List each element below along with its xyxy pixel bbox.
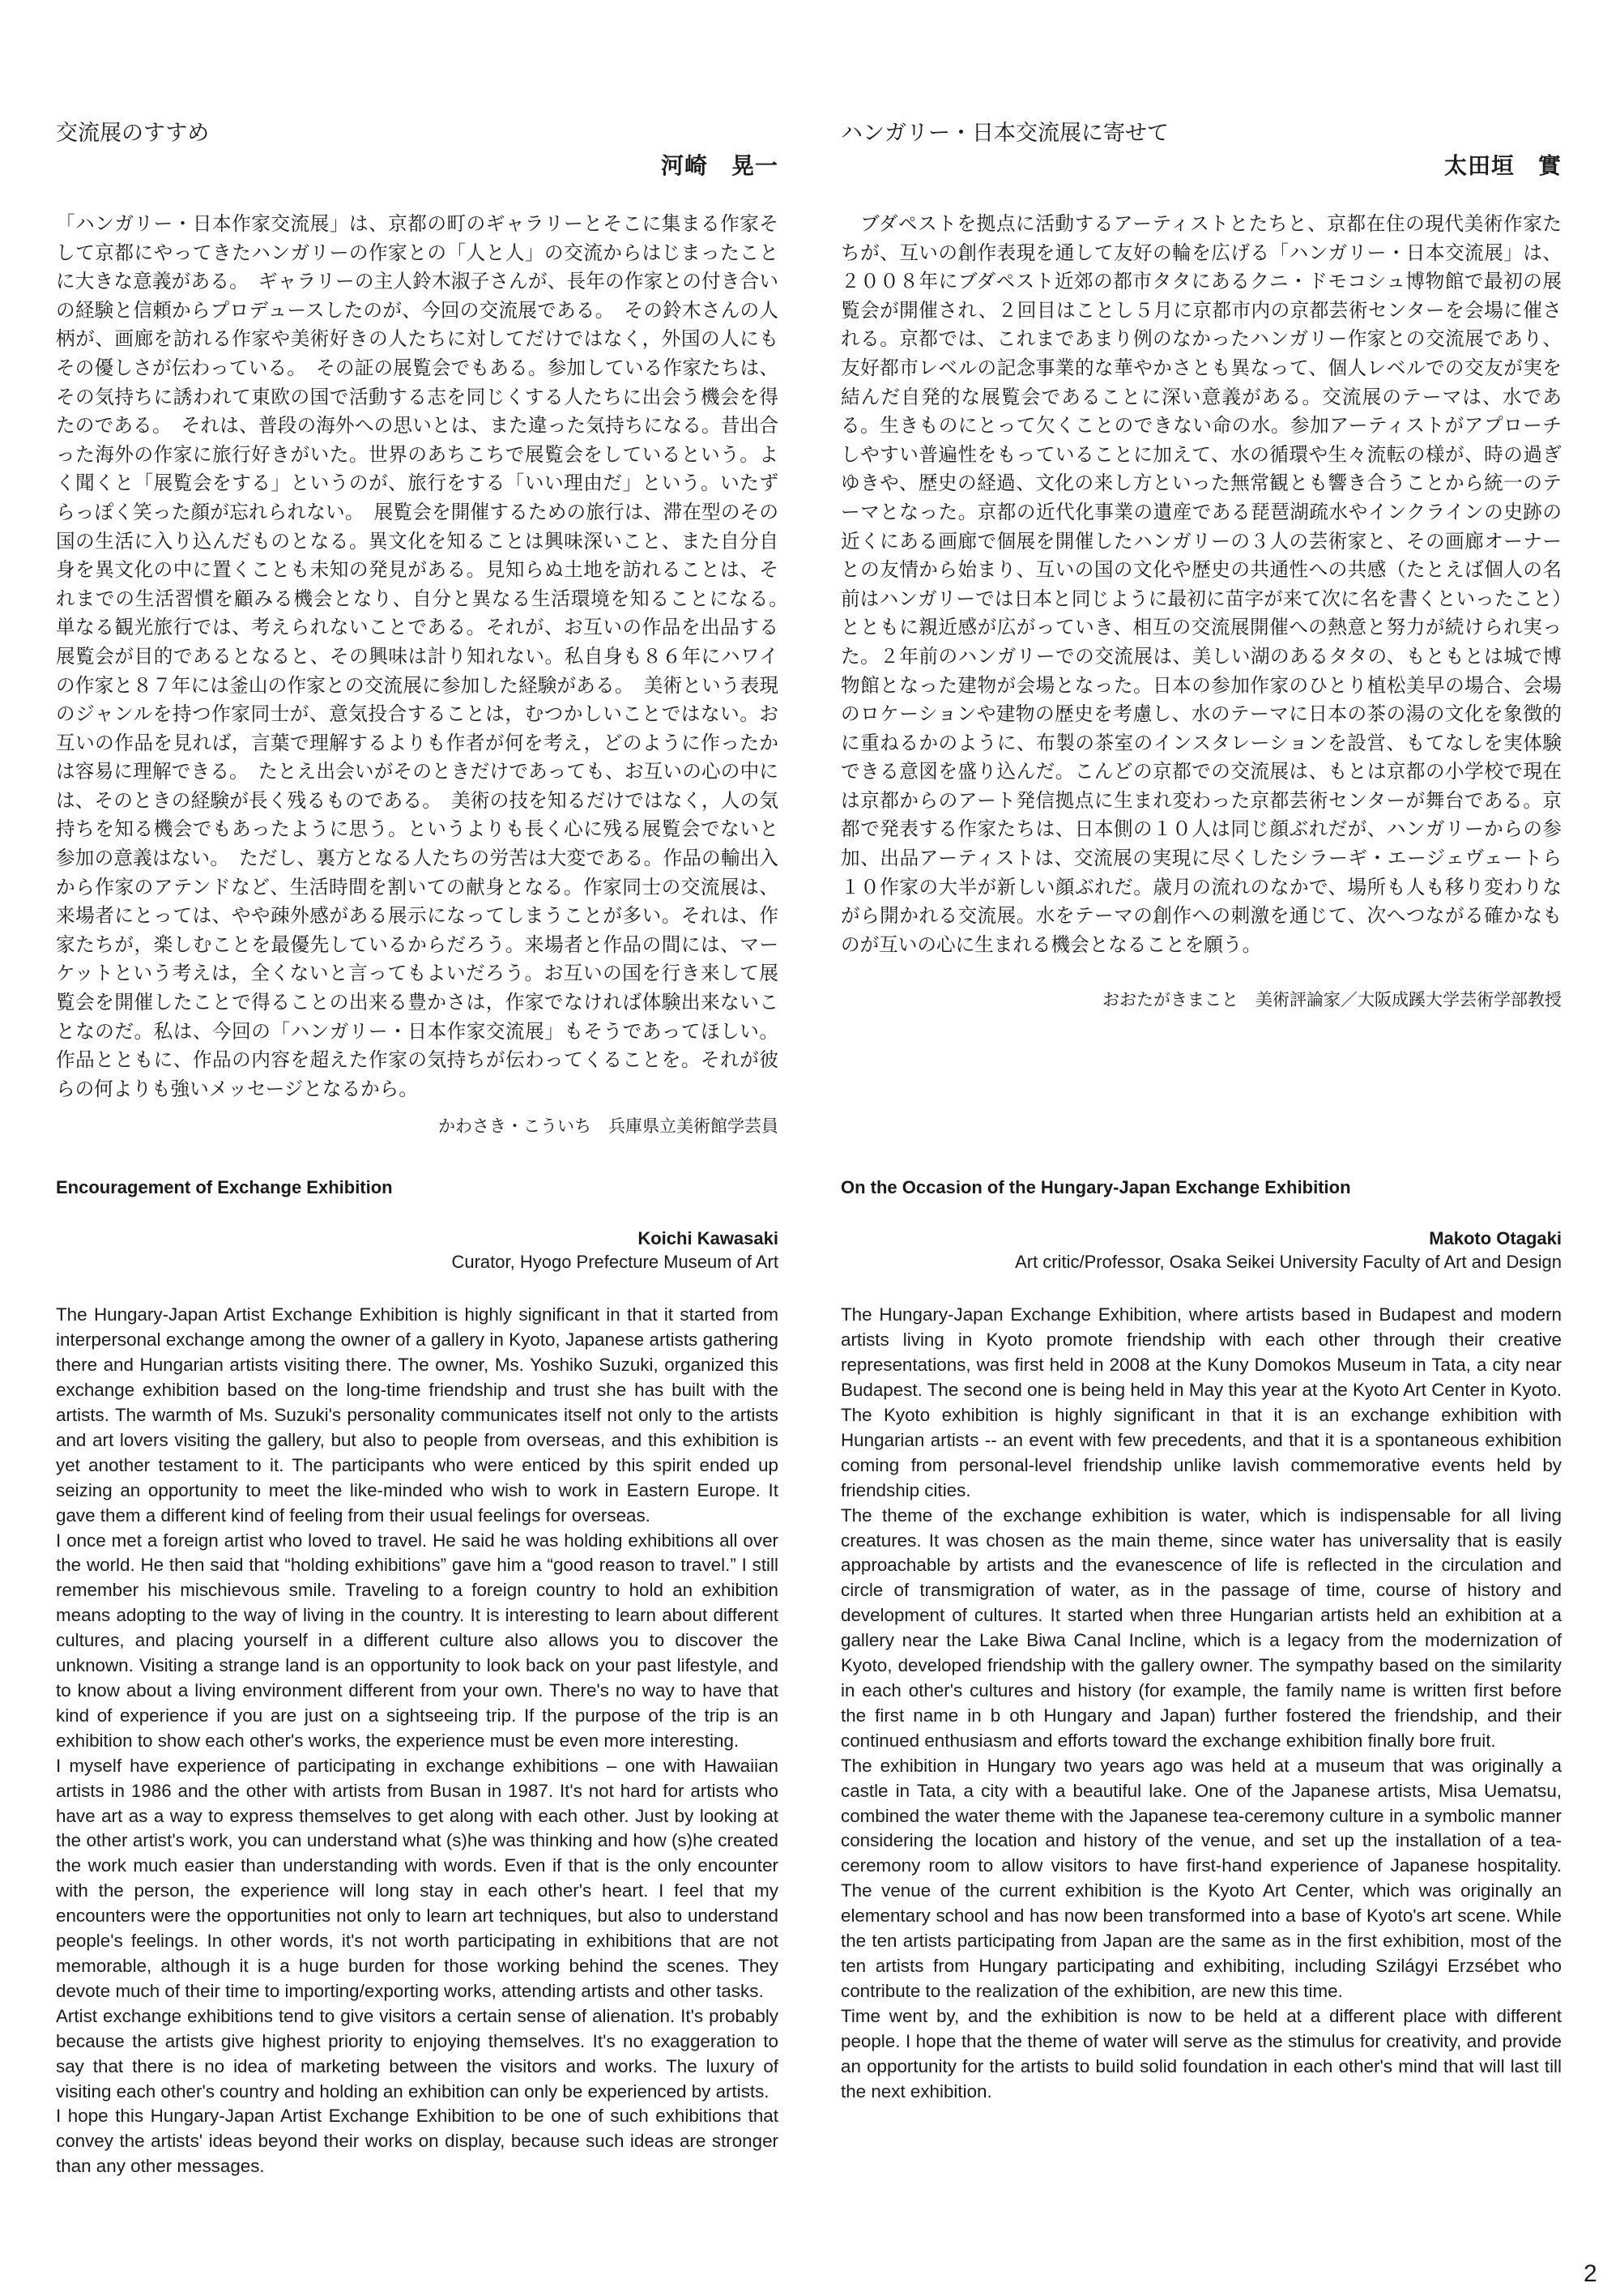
- article-body: [841, 1303, 1562, 2104]
- paragraph: The theme of the exchange exhibition is water, which is indispensable for all living creatures. It was chosen as the main theme, since water has universality that is easily approachable by artists and the evanescence of life is reflected in the circulation and circle of transmigration of water, as in the passage of time, course of history and development of cultures. It started when three Hungarian artists held an exhibition at a gallery near the Lake Biwa Canal Incline, which is a legacy from the modernization of Kyoto, developed friendship with the gallery owner. The sympathy based on the similarity in each other's cultures and history (for example, the family name is written first before the first name in b oth Hungary and Japan) further fostered the friendship, and their continued enthusiasm and efforts toward the exchange exhibition finally bore fruit.: [841, 1504, 1562, 1751]
- paragraph: I once met a foreign artist who loved to travel. He said he was holding exhibitions all over the world. He then said that “holding exhibitions” gave him a “good reason to travel.” I still remember his mischievous smile. Traveling to a foreign country to hold an exhibition means adopting to the way of living in the country. It is interesting to learn about different cultures, and placing yourself in a different culture also allows you to discover the unknown. Visiting a strange land is an opportunity to look back on your past lifestyle, and to know about a living environment different from your own. There's no way to have that kind of experience if you are just on a sightseeing trip. If the purpose of the trip is an exhibition to show each other's works, the experience must be even more interesting.: [56, 1530, 778, 1751]
- paragraph: I hope this Hungary-Japan Artist Exchange Exhibition to be one of such exhibitions that convey the artists' ideas beyond their works on display, because such ideas are stronger than any other messages.: [56, 2106, 778, 2177]
- paragraph: Time went by, and the exhibition is now to be held at a different place with different people. I hope that the theme of water will serve as the stimulus for creativity, and provide an opportunity for the artists to build solid foundation in each other's mind that will last till the next exhibition.: [841, 2005, 1562, 2102]
- article-body: 「ハンガリー・日本作家交流展」は、京都の町のギャラリーとそこに集まる作家そして京都にやってきたハンガリーの作家との「人と人」の交流からはじまったことに大きな意義がある。 ギャラリーの主人鈴木淑子さんが、長年の作家との付き合いの経験と信頼からプロデュースしたのが、今回の交流展である。 その鈴木さんの人柄が、画廊を訪れる作家や美術好きの人たちに対してだけではなく，外国の人にもその優しさが伝わっている。 その証の展覧会でもある。参加している作家たちは、その気持ちに誘われて東欧の国で活動する志を同じくする人たちに出会う機会を得たのである。 それは、普段の海外への思いとは、また違った気持ちになる。昔出合った海外の作家に旅行好きがいた。世界のあちこちで展覧会をしているという。よく聞くと「展覧会をする」というのが、旅行をする「いい理由だ」という。いたずらっぽく笑った顔が忘れられない。 展覧会を開催するための旅行は、滞在型のその国の生活に入り込んだものとなる。異文化を知ることは興味深いこと、また自分自身を異文化の中に置くことも未知の発見がある。見知らぬ土地を訪れることは、それまでの生活習慣を顧みる機会となり、自分と異なる生活環境を知ることになる。 単なる観光旅行では、考えられないことである。それが、お互いの作品を出品する展覧会が目的であるとなると、その興味は計り知れない。私自身も８６年にハワイの作家と８７年には釜山の作家との交流展に参加した経験がある。 美術という表現のジャンルを持つ作家同士が、意気投合することは，むつかしいことではない。お互いの作品を見れば，言葉で理解するよりも作者が何を考え，どのように作ったかは容易に理解できる。 たとえ出会いがそのときだけであっても、お互いの心の中には、そのときの経験が長く残るものである。 美術の技を知るだけではなく，人の気持ちを知る機会でもあったように思う。というよりも長く心に残る展覧会でないと参加の意義はない。 ただし、裏方となる人たちの労苦は大変である。作品の輸出入から作家のアテンドなど、生活時間を割いての献身となる。作家同士の交流展は、来場者にとっては、やや疎外感がある展示になってしまうことが多い。それは、作家たちが，楽しむことを最優先しているからだろう。来場者と作品の間には、マーケットという考えは，全くないと言ってもよいだろう。お互いの国を行き来して展覧会を開催したことで得ることの出来る豊かさは，作家でなければ体験出来ないことなのだ。私は、今回の「ハンガリー・日本作家交流展」もそうであってほしい。作品とともに、作品の内容を超えた作家の気持ちが伝わってくることを。それが彼らの何よりも強いメッセージとなるから。: [56, 212, 798, 1100]
- author-name: 河崎 晃一: [660, 152, 778, 179]
- author-signature: おおたがきまこと 美術評論家／大阪成蹊大学芸術学部教授: [1102, 990, 1562, 1010]
- author-name: Koichi Kawasaki: [637, 1228, 778, 1249]
- english-article-otagaki: [841, 1173, 1562, 2179]
- article-body: ブダペストを拠点に活動するアーティストとたちと、京都在住の現代美術作家たちが、互いの創作表現を通して友好の輪を広げる「ハンガリー・日本交流展」は、２００８年にブダペスト近郊の都市タタにあるクニ・ドモコシュ博物館で最初の展覧会が開催され、２回目はことし５月に京都市内の京都芸術センターを会場に催される。京都では、これまであまり例のなかったハンガリー作家との交流展であり、友好都市レベルの記念事業的な華やかさとも異なって、個人レベルでの交友が実を結んだ自発的な展覧会であることに深い意義がある。交流展のテーマは、水である。生きものにとって欠くことのできない命の水。参加アーティストがアプローチしやすい普遍性をもっていることに加えて、水の循環や生々流転の様が、時の過ぎゆきや、歴史の経過、文化の来し方といった無常観とも響き合うことから統一のテーマとなった。京都の近代化事業の遺産である琵琶湖疏水やインクラインの史跡の近くにある画廊で個展を開催したハンガリーの３人の芸術家と、その画廊オーナーとの友情から始まり、互いの国の文化や歴史の共通性への共感（たとえば個人の名前はハンガリーでは日本と同じように最初に苗字が来て次に名を書くといったこと）とともに親近感が広がっていき、相互の交流展開催への熱意と努力が続けられ実った。２年前のハンガリーでの交流展は、美しい湖のあるタタの、もともとは城で博物館となった建物が会場となった。日本の参加作家のひとり植松美早の場合、会場のロケーションや建物の歴史を考慮し、水のテーマに日本の茶の湯の文化を象徴的に重ねるかのように、布製の茶室のインスタレーションを設営、もてなしを実体験できる意図を盛り込んだ。こんどの京都での交流展は、もとは京都の小学校で現在は京都からのアート発信拠点に生まれ変わった京都芸術センターが舞台である。京都で発表する作家たちは、日本側の１０人は同じ顔ぶれだが、ハンガリーからの参加、出品アーティストは、交流展の実現に尽くしたシラーギ・エージェヴェートら１０作家の大半が新しい顔ぶれだ。歳月の流れのなかで、場所も人も移り変わりながら開かれる交流展。水をテーマの創作への刺激を通じて、次へつながる確かなものが互いの心に生まれる機会となることを願う。: [841, 212, 1562, 956]
- article-title: ハンガリー・日本交流展に寄せて: [841, 121, 1169, 146]
- paragraph: Artist exchange exhibitions tend to give visitors a certain sense of alienation. It's probably because the artists give highest priority to enjoying themselves. It's no exaggeration to say that there is no idea of marketing between the visitors and works. The luxury of visiting each other's country and holding an exhibition can only be experienced by artists.: [56, 2005, 778, 2102]
- author-name: 太田垣 實: [1443, 152, 1562, 179]
- article-title: Encouragement of Exchange Exhibition: [56, 1177, 393, 1198]
- article-title: On the Occasion of the Hungary-Japan Exchange Exhibition: [841, 1177, 1351, 1198]
- paragraph: The exhibition in Hungary two years ago was held at a museum that was originally a castle in Tata, a city with a beautiful lake. One of the Japanese artists, Misa Uematsu, combined the water theme with the Japanese tea-ceremony culture in a symbolic manner considering the location and history of the venue, and set up the installation of a tea-ceremony room to allow visitors to have first-hand experience of Japanese hospitality. The venue of the current exhibition is the Kyoto Art Center, which was originally an elementary school and has now been transformed into a base of Kyoto's art scene. While the ten artists participating from Japan are the same as in the first exhibition, most of the ten artists from Hungary participating and exhibiting, including Szilágyi Erzsébet who contribute to the realization of the exhibition, are new this time.: [841, 1755, 1562, 2001]
- author-signature: かわさき・こういち 兵庫県立美術館学芸員: [438, 1116, 778, 1137]
- page-number: 2: [1584, 2260, 1597, 2287]
- author-affiliation: Curator, Hyogo Prefecture Museum of Art: [451, 1252, 778, 1273]
- japanese-article-otagaki: [841, 117, 1562, 1173]
- article-body: [56, 1303, 778, 2179]
- japanese-article-kawasaki: [56, 117, 798, 1173]
- article-title: 交流展のすすめ: [56, 121, 210, 146]
- author-affiliation: Art critic/Professor, Osaka Seikei University Faculty of Art and Design: [1015, 1252, 1562, 1273]
- paragraph: The Hungary-Japan Exchange Exhibition, where artists based in Budapest and modern artists living in Kyoto promote friendship with each other through their creative representations, was first held in 2008 at the Kuny Domokos Museum in Tata, a city near Budapest. The second one is being held in May this year at the Kyoto Art Center in Kyoto. The Kyoto exhibition is highly significant in that it is an exchange exhibition with Hungarian artists -- an event with few precedents, and that it is a spontaneous exhibition coming from personal-level friendship unlike lavish commemorative events held by friendship cities.: [841, 1304, 1562, 1500]
- author-name: Makoto Otagaki: [1429, 1228, 1562, 1249]
- english-article-kawasaki: [56, 1173, 778, 2179]
- paragraph: I myself have experience of participating in exchange exhibitions – one with Hawaiian artists in 1986 and the other with artists from Busan in 1987. It's not hard for artists who have art as a way to express themselves to get along with each other. Just by looking at the other artist's work, you can understand what (s)he was thinking and how (s)he created the work much easier than understanding with words. Even if that is the only encounter with the person, the experience will long stay in each other's heart. I feel that my encounters were the opportunities not only to learn art techniques, but also to understand people's feelings. In other words, it's not worth participating in exhibitions that are not memorable, although it is a huge burden for those working behind the scenes. They devote much of their time to importing/exporting works, attending artists and other tasks.: [56, 1755, 778, 2001]
- paragraph: The Hungary-Japan Artist Exchange Exhibition is highly significant in that it started from interpersonal exchange among the owner of a gallery in Kyoto, Japanese artists gathering there and Hungarian artists visiting there. The owner, Ms. Yoshiko Suzuki, organized this exchange exhibition based on the long-time friendship and trust she has built with the artists. The warmth of Ms. Suzuki's personality communicates itself not only to the artists and art lovers visiting the gallery, but also to people from overseas, and this exhibition is yet another testament to it. The participants who were enticed by this spirit ended up seizing an opportunity to meet the like-minded who wish to work in Eastern Europe. It gave them a different kind of feeling from their usual feelings for overseas.: [56, 1304, 778, 1526]
